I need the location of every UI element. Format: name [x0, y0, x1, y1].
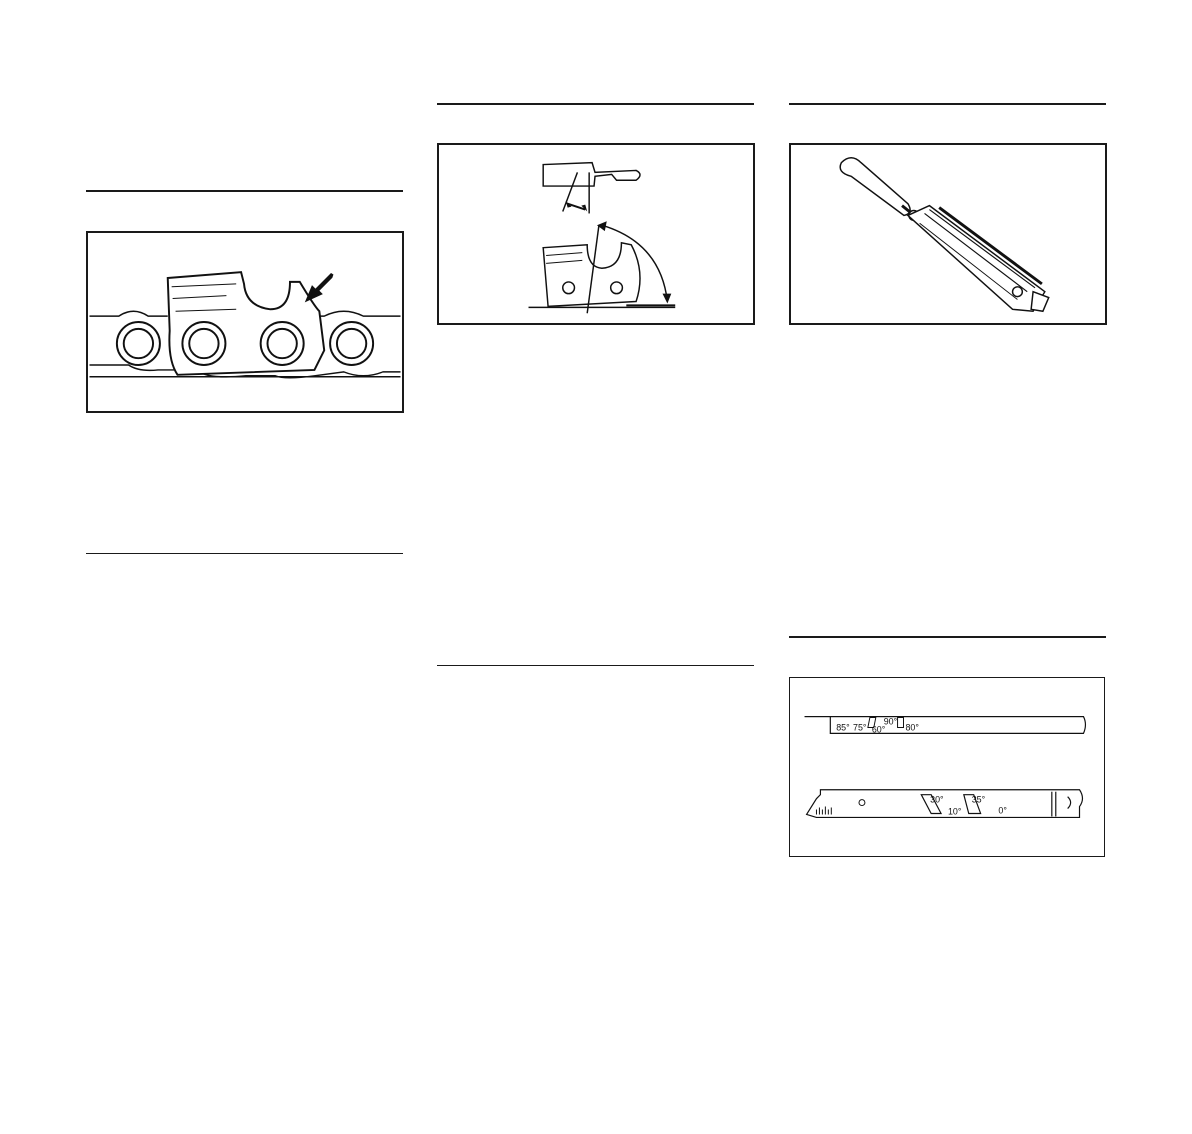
figure-cutter-angles: [437, 143, 755, 325]
section-rule-col3-bottom: [789, 636, 1106, 638]
angle-label-0: 0°: [998, 805, 1007, 816]
section-rule-col1-bottom: [86, 553, 403, 554]
file-guide-illustration: [790, 678, 1104, 856]
section-rule-col1-top: [86, 190, 403, 192]
angle-label-85: 85°: [836, 722, 850, 733]
angle-label-90: 90°: [883, 716, 898, 727]
angle-label-10: 10°: [947, 806, 962, 817]
section-rule-col3-top: [789, 103, 1106, 105]
angle-label-75: 75°: [853, 722, 867, 733]
section-rule-col2-top: [437, 103, 754, 105]
cutter-angle-illustration: [439, 145, 753, 323]
file-holder-illustration: [791, 145, 1105, 323]
section-rule-col2-bottom: [437, 665, 754, 666]
angle-label-60: 60°: [871, 724, 886, 735]
angle-label-30: 30°: [930, 794, 944, 805]
angle-label-35: 35°: [971, 794, 986, 805]
angle-label-80: 80°: [905, 722, 919, 733]
figure-chain-cutter-wear: [86, 231, 404, 413]
chain-cutter-illustration: [88, 233, 402, 411]
figure-file-guide: [789, 677, 1105, 857]
figure-file-holder: [789, 143, 1107, 325]
